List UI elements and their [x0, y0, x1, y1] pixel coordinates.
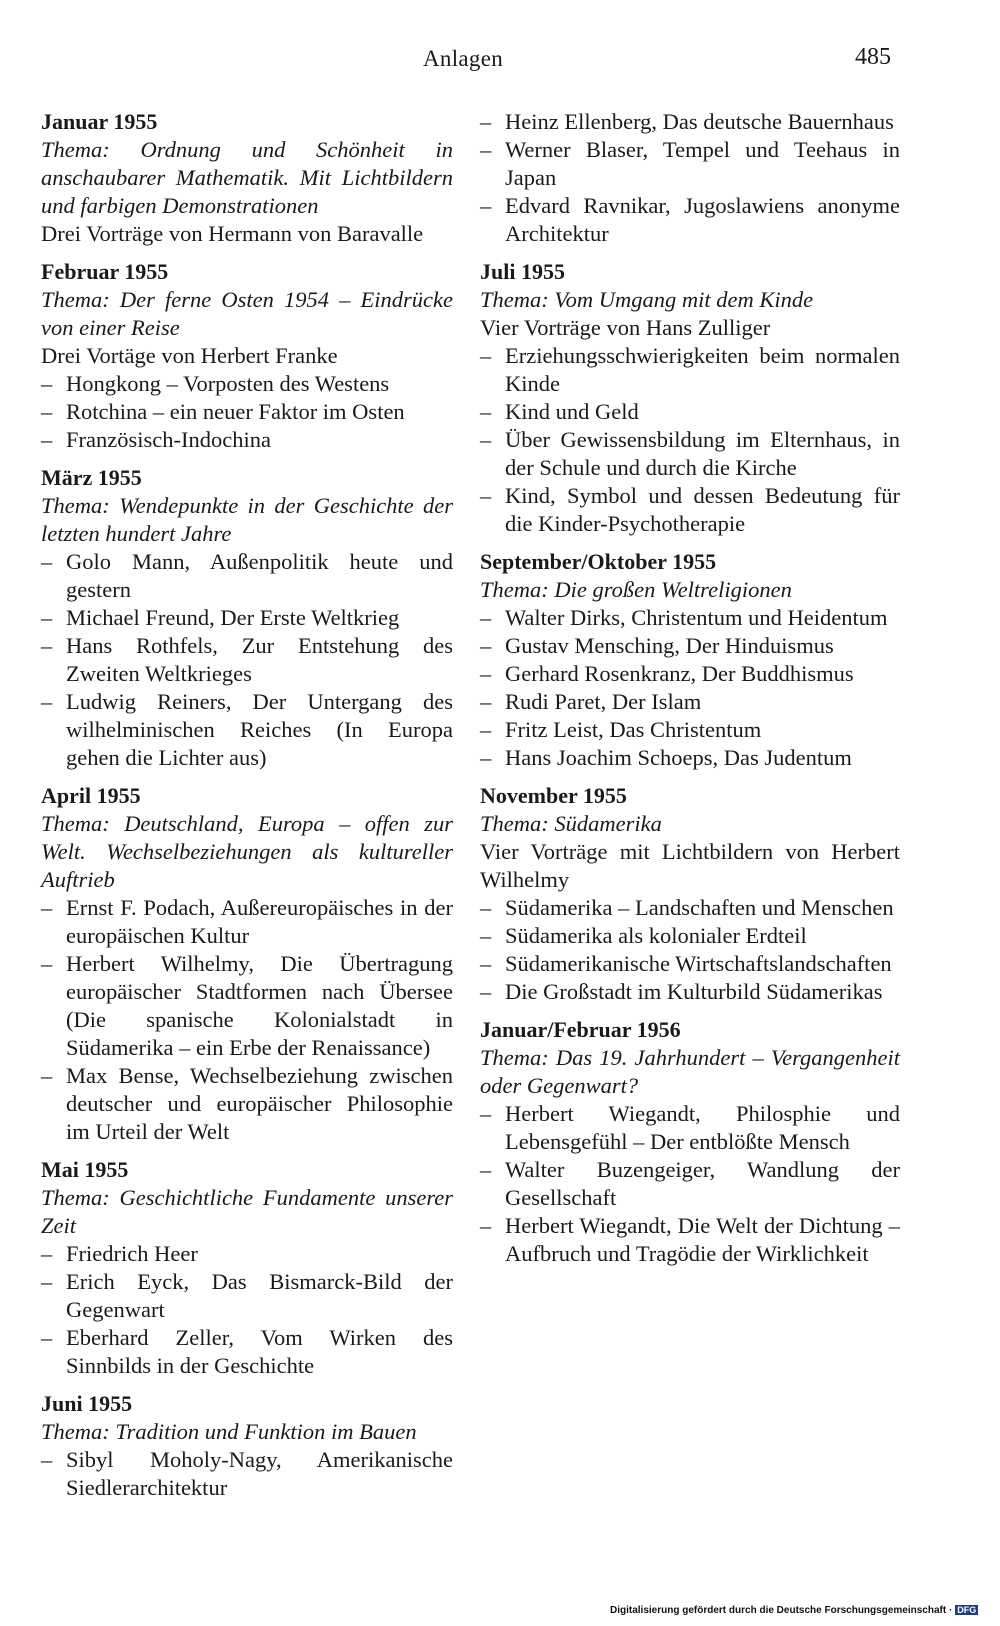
dash-marker: –: [41, 689, 53, 714]
dash-marker: –: [41, 549, 53, 574]
lecture-item: [480, 426, 900, 482]
program-section: [41, 1156, 453, 1380]
lecture-item: [480, 136, 900, 192]
lecture-text: Kind und Geld: [505, 399, 639, 424]
lecture-text: Max Bense, Wechselbeziehung zwischen deutscher und europäischer Philosophie im Urteil der Welt: [66, 1063, 453, 1144]
section-intro: Drei Vorträge von Hermann von Baravalle: [41, 221, 424, 246]
dash-marker: –: [41, 605, 53, 630]
lecture-text: Hongkong – Vorposten des Westens: [66, 371, 390, 396]
section-theme: Thema: Der ferne Osten 1954 – Eindrücke von einer Reise: [41, 287, 453, 340]
lecture-item: [480, 922, 900, 950]
footer-text: Digitalisierung gefördert durch die Deutsche Forschungsgemeinschaft ·: [610, 1605, 953, 1616]
program-section: [41, 464, 453, 772]
dash-marker: –: [480, 1157, 492, 1182]
dash-marker: –: [480, 689, 492, 714]
dash-marker: –: [480, 137, 492, 162]
section-theme: Thema: Tradition und Funktion im Bauen: [41, 1419, 417, 1444]
dash-marker: –: [480, 1101, 492, 1126]
lecture-item: [480, 744, 900, 772]
dash-marker: –: [480, 427, 492, 452]
lecture-text: Michael Freund, Der Erste Weltkrieg: [66, 605, 400, 630]
program-section: [480, 258, 900, 538]
dash-marker: –: [41, 1447, 53, 1472]
lecture-item: [480, 398, 900, 426]
lecture-item: [41, 604, 453, 632]
dash-marker: –: [480, 661, 492, 686]
lecture-item: [41, 1268, 453, 1324]
section-theme: Thema: Geschichtliche Fundamente unserer Zeit: [41, 1185, 453, 1238]
program-section: [480, 782, 900, 1006]
dash-marker: –: [41, 633, 53, 658]
lecture-item: [480, 342, 900, 398]
lecture-text: Friedrich Heer: [66, 1241, 198, 1266]
program-section: [41, 108, 453, 248]
dash-marker: –: [480, 343, 492, 368]
lecture-item: [41, 548, 453, 604]
lecture-item: [41, 632, 453, 688]
lecture-text: Herbert Wilhelmy, Die Übertragung europäischer Stadtformen nach Übersee (Die spanische Kolonialstadt in Südamerika – ein Erbe der Renaissance): [66, 951, 453, 1060]
section-intro: Drei Vortäge von Herbert Franke: [41, 343, 338, 368]
lecture-text: Rudi Paret, Der Islam: [505, 689, 702, 714]
section-theme: Thema: Die großen Weltreligionen: [480, 577, 792, 602]
dash-marker: –: [480, 193, 492, 218]
program-section: [41, 782, 453, 1146]
lecture-item: [480, 192, 900, 248]
lecture-item: [41, 1062, 453, 1146]
lecture-item: [41, 894, 453, 950]
lecture-item: [480, 978, 900, 1006]
dash-marker: –: [480, 109, 492, 134]
footer-credit: [610, 1605, 978, 1616]
lecture-text: Kind, Symbol und dessen Bedeutung für die Kinder-Psychotherapie: [505, 483, 900, 536]
lecture-text: Edvard Ravnikar, Jugoslawiens anonyme Architektur: [505, 193, 900, 246]
lecture-text: Eberhard Zeller, Vom Wirken des Sinnbilds in der Geschichte: [66, 1325, 453, 1378]
lecture-text: Südamerika als kolonialer Erdteil: [505, 923, 807, 948]
dash-marker: –: [480, 717, 492, 742]
dash-marker: –: [480, 951, 492, 976]
lecture-item: [41, 1240, 453, 1268]
lecture-text: Über Gewissensbildung im Elternhaus, in der Schule und durch die Kirche: [505, 427, 900, 480]
program-section: [480, 108, 900, 248]
lecture-item: [41, 426, 453, 454]
section-heading: Juli 1955: [480, 259, 565, 284]
lecture-text: Rotchina – ein neuer Faktor im Osten: [66, 399, 405, 424]
right-column: [480, 108, 900, 1278]
lecture-item: [41, 398, 453, 426]
lecture-text: Walter Dirks, Christentum und Heidentum: [505, 605, 888, 630]
lecture-text: Französisch-Indochina: [66, 427, 271, 452]
page-number: 485: [855, 44, 891, 70]
dash-marker: –: [480, 399, 492, 424]
lecture-item: [41, 950, 453, 1062]
lecture-text: Erich Eyck, Das Bismarck-Bild der Gegenwart: [66, 1269, 453, 1322]
lecture-item: [41, 370, 453, 398]
lecture-text: Die Großstadt im Kulturbild Südamerikas: [505, 979, 883, 1004]
left-column: [41, 108, 453, 1512]
lecture-item: [480, 1156, 900, 1212]
lecture-item: [480, 604, 900, 632]
lecture-text: Heinz Ellenberg, Das deutsche Bauernhaus: [505, 109, 894, 134]
dash-marker: –: [41, 1269, 53, 1294]
lecture-text: Walter Buzengeiger, Wandlung der Gesellschaft: [505, 1157, 900, 1210]
lecture-text: Südamerika – Landschaften und Menschen: [505, 895, 894, 920]
dash-marker: –: [41, 427, 53, 452]
dash-marker: –: [41, 371, 53, 396]
lecture-text: Ernst F. Podach, Außereuropäisches in der europäischen Kultur: [66, 895, 453, 948]
section-heading: September/Oktober 1955: [480, 549, 717, 574]
lecture-text: Hans Joachim Schoeps, Das Judentum: [505, 745, 852, 770]
section-heading: Juni 1955: [41, 1391, 133, 1416]
program-section: [480, 1016, 900, 1268]
lecture-item: [41, 688, 453, 772]
lecture-item: [480, 894, 900, 922]
lecture-text: Südamerikanische Wirtschaftslandschaften: [505, 951, 892, 976]
dash-marker: –: [480, 483, 492, 508]
lecture-text: Werner Blaser, Tempel und Teehaus in Japan: [505, 137, 900, 190]
lecture-item: [480, 632, 900, 660]
dash-marker: –: [480, 979, 492, 1004]
lecture-item: [480, 688, 900, 716]
lecture-item: [480, 660, 900, 688]
lecture-text: Ludwig Reiners, Der Untergang des wilhelminischen Reiches (In Europa gehen die Lichter aus): [66, 689, 453, 770]
running-header: Anlagen: [422, 46, 504, 71]
section-heading: Februar 1955: [41, 259, 169, 284]
section-theme: Thema: Vom Umgang mit dem Kinde: [480, 287, 814, 312]
dash-marker: –: [480, 605, 492, 630]
section-heading: November 1955: [480, 783, 627, 808]
lecture-item: [480, 108, 900, 136]
dfg-logo: DFG: [957, 1605, 977, 1616]
section-heading: Januar/Februar 1956: [480, 1017, 681, 1042]
lecture-text: Gustav Mensching, Der Hinduismus: [505, 633, 834, 658]
program-section: [41, 258, 453, 454]
lecture-item: [41, 1446, 453, 1502]
lecture-item: [480, 1100, 900, 1156]
lecture-item: [480, 482, 900, 538]
dash-marker: –: [480, 1213, 492, 1238]
dash-marker: –: [41, 1241, 53, 1266]
section-theme: Thema: Wendepunkte in der Geschichte der letzten hundert Jahre: [41, 493, 453, 546]
lecture-text: Gerhard Rosenkranz, Der Buddhismus: [505, 661, 854, 686]
lecture-text: Hans Rothfels, Zur Entstehung des Zweiten Weltkrieges: [66, 633, 453, 686]
lecture-text: Erziehungsschwierigkeiten beim normalen Kinde: [505, 343, 900, 396]
dash-marker: –: [480, 745, 492, 770]
dash-marker: –: [480, 895, 492, 920]
section-heading: Januar 1955: [41, 109, 158, 134]
section-theme: Thema: Südamerika: [480, 811, 662, 836]
section-theme: Thema: Ordnung und Schönheit in anschaubarer Mathematik. Mit Lichtbildern und farbigen Demonstrationen: [41, 137, 453, 218]
section-intro: Vier Vorträge von Hans Zulliger: [480, 315, 771, 340]
program-section: [41, 1390, 453, 1502]
program-section: [480, 548, 900, 772]
section-heading: April 1955: [41, 783, 141, 808]
dash-marker: –: [41, 1325, 53, 1350]
dash-marker: –: [480, 633, 492, 658]
lecture-text: Herbert Wiegandt, Die Welt der Dichtung – Aufbruch und Tragödie der Wirklichkeit: [505, 1213, 900, 1266]
section-intro: Vier Vorträge mit Lichtbildern von Herbert Wilhelmy: [480, 839, 900, 892]
dash-marker: –: [41, 1063, 53, 1088]
section-theme: Thema: Das 19. Jahrhundert – Vergangenheit oder Gegenwart?: [480, 1045, 900, 1098]
dash-marker: –: [41, 895, 53, 920]
section-heading: Mai 1955: [41, 1157, 129, 1182]
lecture-text: Herbert Wiegandt, Philosphie und Lebensgefühl – Der entblößte Mensch: [505, 1101, 900, 1154]
lecture-item: [41, 1324, 453, 1380]
lecture-text: Sibyl Moholy-Nagy, Amerikanische Siedlerarchitektur: [66, 1447, 453, 1500]
lecture-item: [480, 1212, 900, 1268]
lecture-text: Fritz Leist, Das Christentum: [505, 717, 762, 742]
section-theme: Thema: Deutschland, Europa – offen zur Welt. Wechselbeziehungen als kultureller Auftrieb: [41, 811, 453, 892]
dash-marker: –: [480, 923, 492, 948]
section-heading: März 1955: [41, 465, 142, 490]
dash-marker: –: [41, 951, 53, 976]
dash-marker: –: [41, 399, 53, 424]
lecture-item: [480, 716, 900, 744]
lecture-text: Golo Mann, Außenpolitik heute und gestern: [66, 549, 453, 602]
lecture-item: [480, 950, 900, 978]
